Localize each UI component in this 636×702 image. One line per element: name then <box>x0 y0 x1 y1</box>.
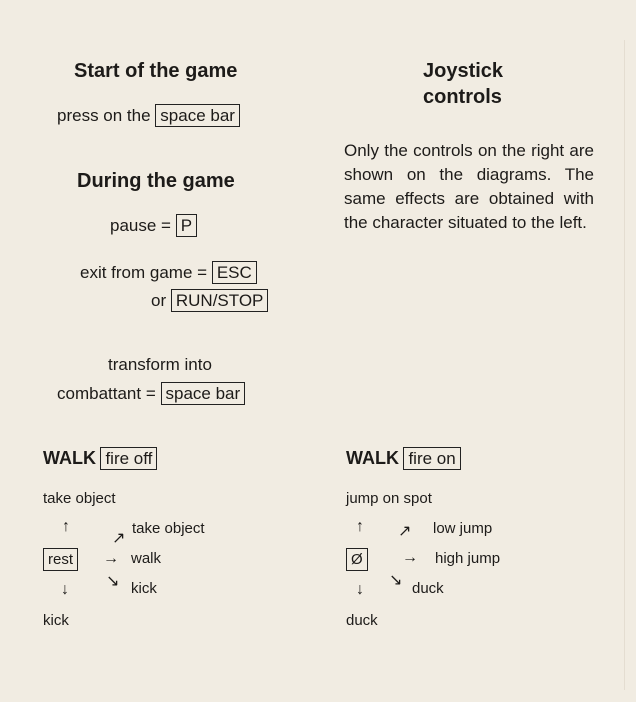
start-heading: Start of the game <box>74 60 238 82</box>
walk-left-mode: fire off <box>100 447 157 470</box>
left-diag-down-label: kick <box>131 580 157 597</box>
transform-text: transform into <box>108 355 212 374</box>
right-diag-up-label: low jump <box>433 520 493 537</box>
right-right-label: high jump <box>435 550 501 567</box>
combat-key: space bar <box>161 382 246 405</box>
left-diag-down-arrow: ↘ <box>106 573 120 590</box>
page-edge-rule <box>624 40 625 690</box>
space-bar-key: space bar <box>155 104 240 127</box>
left-diag-up-label: take object <box>132 520 205 537</box>
left-right-arrow: → <box>103 550 119 567</box>
or-row <box>151 289 268 312</box>
right-down-arrow: ↓ <box>356 581 364 598</box>
joystick-paragraph: Only the controls on the right are shown on the diagrams. The same effects are obtained with the character situated to the left. <box>344 141 594 232</box>
combat-text: combattant = <box>57 384 156 403</box>
or-text: or <box>151 291 167 310</box>
left-bottom-label: kick <box>43 612 69 629</box>
rest-box: rest <box>43 548 78 571</box>
combat-row <box>57 382 245 405</box>
walk-right-mode: fire on <box>403 447 460 470</box>
right-up-arrow: ↑ <box>356 518 364 535</box>
right-diag-down-label: duck <box>412 580 444 597</box>
joystick-heading-line2: controls <box>423 86 502 108</box>
pause-key: P <box>176 214 197 237</box>
start-instruction <box>57 104 240 127</box>
during-heading: During the game <box>77 170 235 192</box>
pause-row <box>110 214 197 237</box>
exit-row <box>80 261 257 284</box>
left-down-arrow: ↓ <box>61 581 69 598</box>
joystick-heading-line1: Joystick <box>423 60 504 82</box>
pause-text: pause = <box>110 216 171 235</box>
left-right-label: walk <box>131 550 162 567</box>
esc-key: ESC <box>212 261 257 284</box>
left-up-arrow: ↑ <box>62 518 70 535</box>
left-top-label: take object <box>43 490 116 507</box>
walk-left-header <box>43 447 157 470</box>
right-right-arrow: → <box>402 549 418 566</box>
right-center <box>346 548 368 571</box>
walk-left-label: WALK <box>43 448 96 468</box>
right-diag-up-arrow: ↗ <box>398 523 412 540</box>
walk-right-label: WALK <box>346 448 399 468</box>
left-center <box>43 548 78 571</box>
left-diag-up-arrow: ↗ <box>112 530 126 547</box>
walk-right-header <box>346 447 461 470</box>
right-top-label: jump on spot <box>346 490 432 507</box>
right-diag-down-arrow: ↘ <box>389 572 403 589</box>
start-press-text: press on the <box>57 106 151 125</box>
exit-text: exit from game = <box>80 263 208 282</box>
right-bottom-label: duck <box>346 612 378 629</box>
neutral-box: Ø <box>346 548 368 571</box>
run-stop-key: RUN/STOP <box>171 289 269 312</box>
